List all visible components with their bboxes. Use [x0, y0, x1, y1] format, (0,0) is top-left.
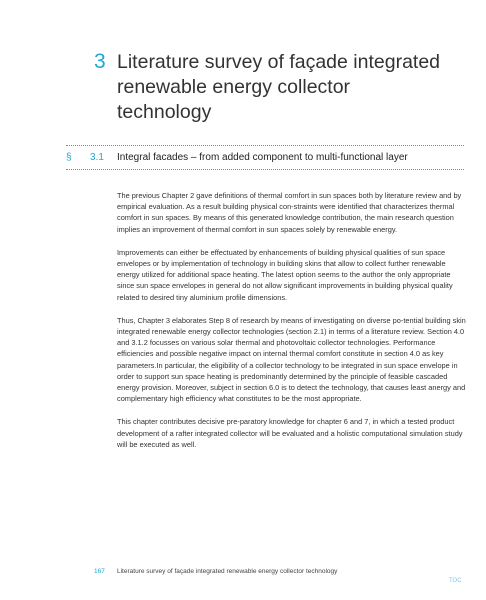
section-symbol: §: [66, 152, 72, 163]
paragraph-3: Thus, Chapter 3 elaborates Step 8 of research by means of investigating on diverse po-tential building skin integrated renewable energy collector technologies (section 2.1) in terms of a literature review. Section 4.0 and 3.1.2 focusses on various solar thermal and photovoltaic collector technologies. Performance efficiencies and possible negative impact on internal thermal comfort constitute in section 4.0 as key parameters.In particular, the eligibility of a collector technology to be integrated in sun space envelope in order to support sun space heating is predominantly determined by the principle of feasible cascaded energy provision. Moreover, subject in section 6.0 is to detect the technology, that causes least anergy and complementary high efficiency what constitutes to be the most appropriate.: [117, 315, 466, 404]
paragraph-4: This chapter contributes decisive pre-paratory knowledge for chapter 6 and 7, in which a tested product development of a rafter integrated collector will be evaluated and a holistic computational simulation study will be executed as well.: [117, 417, 463, 449]
section-rule-bottom: [66, 169, 464, 170]
chapter-number: 3: [94, 50, 106, 73]
section-title: Integral facades – from added component to multi-functional layer: [117, 152, 408, 163]
footer-page-number: 167: [94, 568, 105, 575]
footer-running-title: Literature survey of façade integrated renewable energy collector technology: [117, 568, 338, 575]
paragraph-1: The previous Chapter 2 gave definitions of thermal comfort in sun spaces both by literature review and by empirical evaluation. As a result building physical con-straints were identified that characterizes thermal comfort in sun spaces. By means of this generated knowledge contribution, the main research question implies an improvement of thermal comfort in sun spaces solely by renewable energy.: [117, 191, 462, 234]
toc-link[interactable]: TOC: [449, 578, 462, 584]
section-rule-top: [66, 145, 464, 146]
section-number: 3.1: [90, 152, 104, 163]
paragraph-2: Improvements can either be effectuated by enhancements of building physical qualities of sun space envelopes or by implementation of technology in building skins that allow to collect further renewable energy utilized for additional space heating. The latest option seems to the author the only appropriate since sun space envelopes in general do not allow significant improvements in building physical quality related to desired tiny aluminium profile dimensions.: [117, 247, 453, 302]
chapter-title: Literature survey of façade integrated renewable energy collector technology: [117, 51, 441, 123]
body-text: [117, 190, 467, 462]
